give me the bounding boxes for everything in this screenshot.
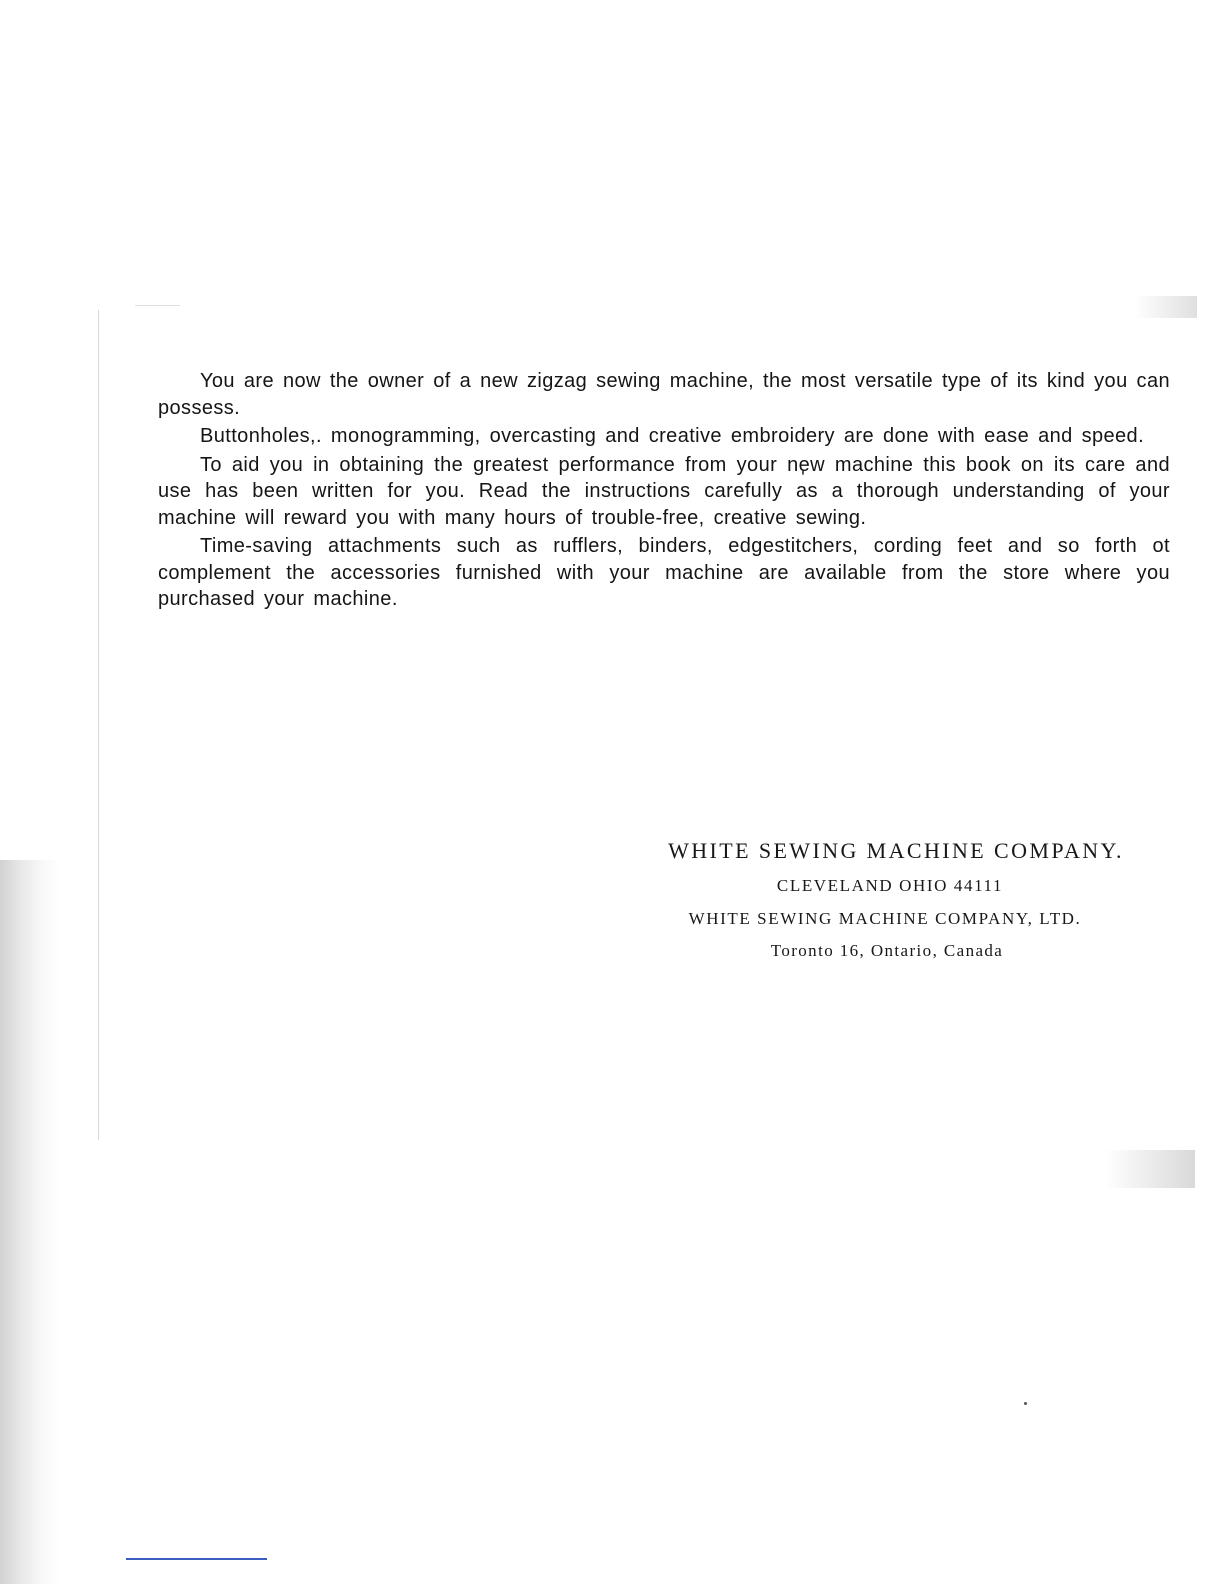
intro-paragraph: To aid you in obtaining the greatest performance from your new machine this book on its care and use has been written for you. Read the instructions carefully as a thorough understanding of your machine will reward you with many hours of trouble-free, creative sewing.: [158, 453, 1170, 529]
scan-speck: [1024, 1402, 1027, 1405]
company-city: CLEVELAND OHIO 44111: [776, 876, 1004, 895]
intro-paragraph: You are now the owner of a new zigzag sewing machine, the most versatile type of its kind you can possess.: [158, 370, 1170, 419]
intro-paragraph: Time-saving attachments such as rufflers, binders, edgestitchers, cording feet and so forth ot complement the accessories furnished with your machine are available from the store where you purchased your machine.: [158, 535, 1170, 610]
intro-text: [158, 368, 1170, 615]
scan-smudge: [1135, 296, 1197, 318]
scan-line: [98, 310, 99, 1140]
scan-smudge: [1105, 1150, 1195, 1188]
company-ltd-name: WHITE SEWING MACHINE COMPANY, LTD.: [688, 909, 1082, 928]
bottom-rule: [126, 1558, 267, 1560]
scan-mark: [135, 305, 180, 306]
scan-shadow-left: [0, 860, 60, 1584]
company-name: WHITE SEWING MACHINE COMPANY.: [668, 838, 1124, 863]
intro-paragraph: Buttonholes,. monogramming, overcasting and creative embroidery are done with ease and speed.: [200, 425, 1145, 447]
company-ltd-address: Toronto 16, Ontario, Canada: [770, 941, 1004, 960]
company-address-block: [620, 838, 1168, 961]
